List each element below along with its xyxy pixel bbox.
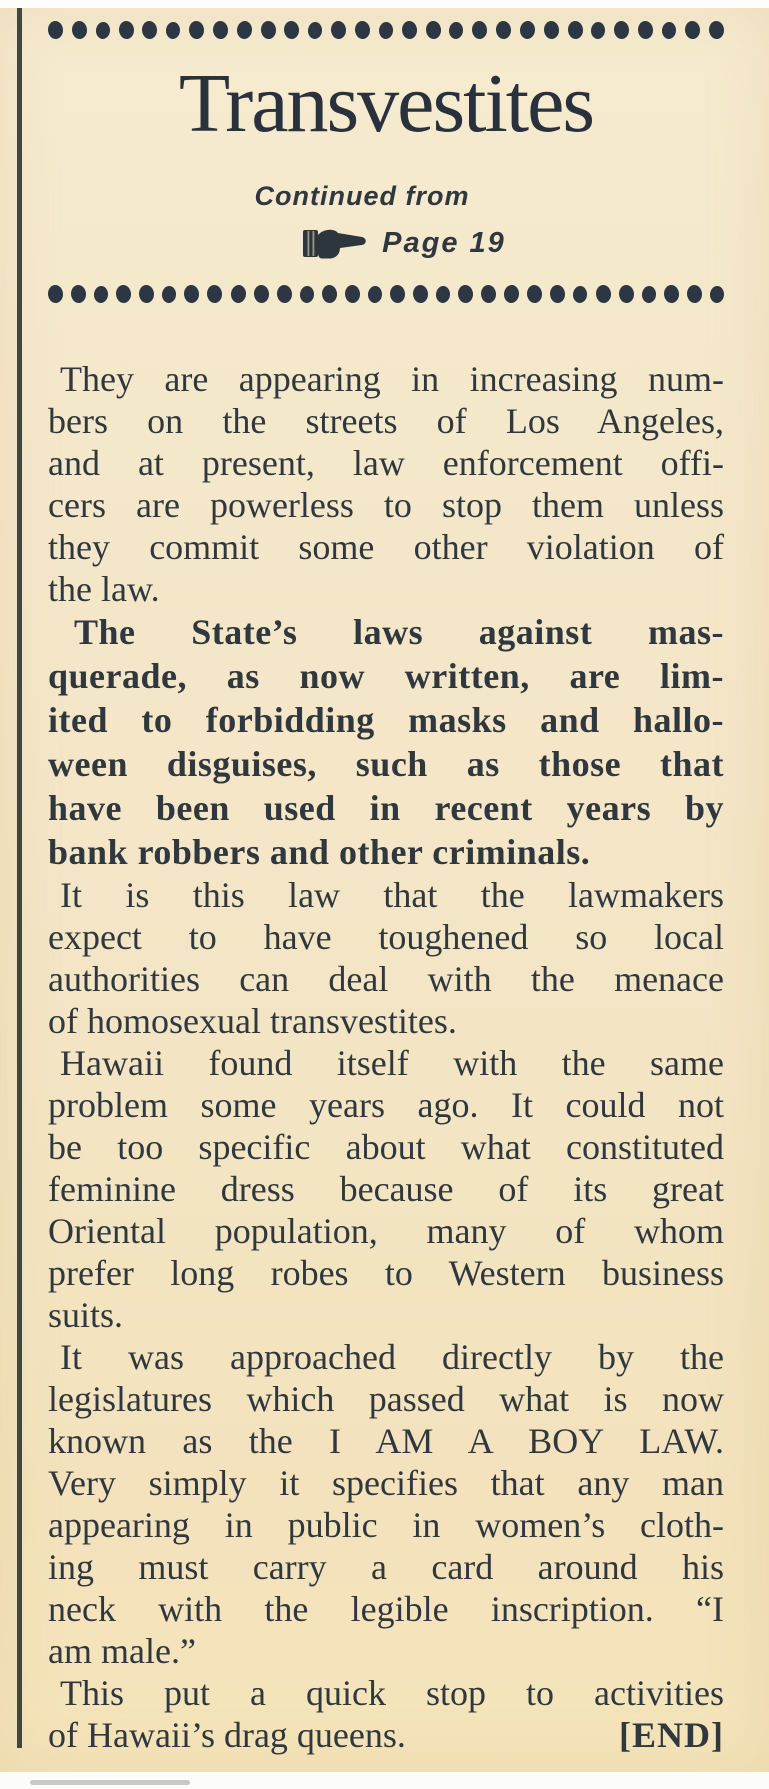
text-line: querade, as now written, are lim-: [48, 656, 724, 696]
divider-dot: [425, 20, 441, 39]
divider-dot: [188, 20, 204, 39]
manicule-right-icon: [302, 225, 368, 261]
text-line: be too specific about what constituted: [48, 1127, 724, 1167]
paragraph: [48, 610, 724, 874]
divider-dot: [354, 20, 370, 39]
divider-dot: [166, 21, 181, 39]
divider-dot: [412, 284, 428, 303]
end-marker: [END]: [619, 1715, 724, 1755]
paragraph: [48, 1672, 724, 1756]
divider-dot: [367, 285, 382, 303]
text-line: and at present, law enforcement offi-: [48, 443, 724, 483]
text-line: appearing in public in women’s cloth-: [48, 1505, 724, 1545]
divider-dot: [308, 21, 323, 39]
divider-dot: [378, 21, 393, 39]
divider-dot: [495, 20, 511, 39]
text-line: bank robbers and other criminals.: [48, 832, 591, 872]
divider-dot: [567, 20, 583, 39]
dot-divider-bottom: [48, 284, 724, 304]
text-line: It is this law that the lawmakers: [60, 875, 724, 915]
divider-dot: [573, 285, 588, 303]
divider-dot: [458, 284, 474, 303]
divider-dot: [661, 21, 676, 39]
divider-dot: [230, 284, 247, 303]
divider-dot: [684, 20, 700, 39]
text-line: ween disguises, such as those that: [48, 744, 724, 784]
divider-dot: [708, 20, 724, 39]
divider-dot: [663, 284, 679, 303]
divider-dot: [614, 20, 630, 39]
divider-dot: [162, 285, 177, 303]
divider-dot: [284, 20, 300, 39]
text-line: It was approached directly by the: [60, 1337, 724, 1377]
text-line: of homosexual transvestites.: [48, 1001, 457, 1041]
divider-dot: [95, 21, 110, 39]
paragraph: [48, 1336, 724, 1672]
text-line: problem some years ago. It could not: [48, 1085, 724, 1125]
divider-dot: [142, 20, 158, 39]
divider-dot: [47, 284, 63, 303]
scan-shadow: [30, 1780, 190, 1785]
divider-dot: [709, 285, 724, 303]
text-line-final: [48, 1714, 724, 1756]
divider-dot: [389, 284, 405, 303]
text-line: prefer long robes to Western business: [48, 1253, 724, 1293]
divider-dot: [686, 284, 702, 303]
text-line: Very simply it specifies that any man: [48, 1463, 724, 1503]
text-line: cers are powerless to stop them unless: [48, 485, 724, 525]
page-reference: [66, 219, 742, 267]
divider-dot: [449, 21, 464, 39]
divider-dot: [550, 284, 566, 303]
text-line: they commit some other violation of: [48, 527, 724, 567]
divider-dot: [344, 284, 360, 303]
text-line: ited to forbidding masks and hallo-: [48, 700, 724, 740]
final-line-text: of Hawaii’s drag queens.: [48, 1715, 406, 1755]
text-line: the law.: [48, 569, 160, 609]
paragraph: [48, 1042, 724, 1336]
divider-dot: [260, 20, 276, 39]
paragraph: [48, 874, 724, 1042]
divider-dot: [47, 20, 63, 39]
text-line: legislatures which passed what is now: [48, 1379, 724, 1419]
article-body: [48, 358, 724, 1756]
divider-dot: [591, 21, 606, 39]
divider-dot: [212, 20, 228, 39]
dot-divider-top: [48, 20, 724, 40]
divider-dot: [116, 284, 132, 303]
page-ref-label: Page 19: [382, 226, 506, 259]
divider-dot: [207, 284, 223, 303]
scan-edge-bottom: [0, 1772, 769, 1789]
divider-dot: [519, 20, 536, 39]
divider-dot: [276, 284, 292, 303]
text-line: ing must carry a card around his: [48, 1547, 724, 1587]
divider-dot: [299, 285, 314, 303]
divider-dot: [331, 20, 347, 39]
divider-dot: [70, 284, 86, 303]
divider-dot: [481, 284, 497, 303]
divider-dot: [71, 20, 87, 39]
text-line: The State’s laws against mas-: [74, 612, 724, 652]
text-line: known as the I AM A BOY LAW.: [48, 1421, 724, 1461]
text-line: neck with the legible inscription. “I: [48, 1589, 724, 1629]
divider-dot: [527, 284, 543, 303]
text-line: authorities can deal with the menace: [48, 959, 724, 999]
column-rule: [17, 8, 22, 1748]
paragraph: [48, 358, 724, 610]
divider-dot: [641, 285, 656, 303]
divider-dot: [139, 284, 155, 303]
text-line: have been used in recent years by: [48, 788, 724, 828]
divider-dot: [618, 284, 634, 303]
divider-dot: [543, 20, 559, 39]
divider-dot: [637, 20, 653, 39]
divider-dot: [253, 284, 269, 303]
text-line: Oriental population, many of whom: [48, 1211, 724, 1251]
text-line: expect to have toughened so local: [48, 917, 724, 957]
continued-from-label: Continued from: [254, 181, 470, 211]
divider-dot: [184, 284, 200, 303]
scan-edge-top: [0, 0, 769, 8]
divider-dot: [435, 285, 450, 303]
divider-dot: [472, 20, 488, 39]
text-line: They are appearing in increasing num-: [60, 359, 724, 399]
divider-dot: [236, 20, 253, 39]
text-line: This put a quick stop to activities: [60, 1673, 724, 1713]
article-title: Transvestites: [178, 57, 594, 150]
text-line: feminine dress because of its great: [48, 1169, 724, 1209]
text-line: bers on the streets of Los Angeles,: [48, 401, 724, 441]
text-line: am male.”: [48, 1631, 196, 1671]
divider-dot: [93, 285, 108, 303]
text-line: Hawaii found itself with the same: [60, 1043, 724, 1083]
text-line: suits.: [48, 1295, 124, 1335]
divider-dot: [595, 284, 611, 303]
divider-dot: [503, 284, 520, 303]
divider-dot: [321, 284, 337, 303]
divider-dot: [401, 20, 417, 39]
divider-dot: [118, 20, 134, 39]
